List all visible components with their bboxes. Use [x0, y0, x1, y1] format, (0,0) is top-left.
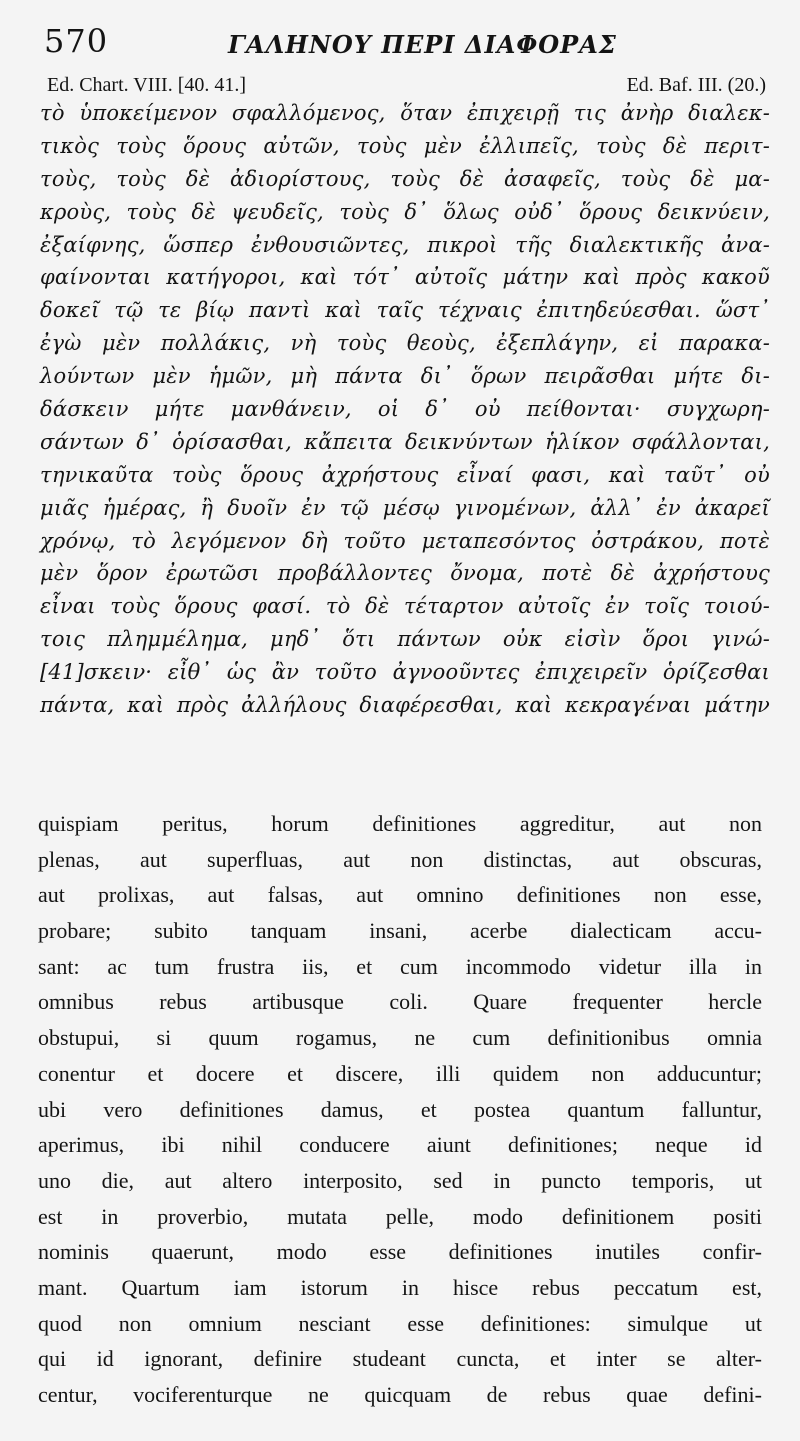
greek-text-line: μὲν ὅρον ἐρωτῶσι προβάλλοντες ὄνομα, ποτὲ δὲ ἀχρήστους	[40, 561, 770, 586]
page-number: 570	[44, 22, 109, 60]
edition-reference-left: Ed. Chart. VIII. [40. 41.]	[47, 74, 247, 96]
greek-text-line: δάσκειν μήτε μανθάνειν, οἱ δ᾽ οὐ πείθονται· συγχωρη-	[40, 397, 770, 422]
greek-text-line: τοὺς, τοὺς δὲ ἀδιορίστους, τοὺς δὲ ἀσαφεῖς, τοὺς δὲ μα-	[40, 166, 770, 191]
latin-text-line: aut prolixas, aut falsas, aut omnino definitiones non esse,	[38, 882, 762, 908]
greek-text-line: χρόνῳ, τὸ λεγόμενον δὴ τοῦτο μεταπεσόντος ὀστράκου, ποτὲ	[40, 528, 770, 553]
greek-text-block	[40, 97, 770, 722]
latin-text-line: quod non omnium nesciant esse definitiones: simulque ut	[38, 1310, 762, 1336]
latin-text-line: quispiam peritus, horum definitiones aggreditur, aut non	[38, 811, 762, 836]
greek-text-line: τὸ ὑποκείμενον σφαλλόμενος, ὅταν ἐπιχειρῇ τις ἀνὴρ διαλεκ-	[40, 101, 770, 125]
latin-text-line: centur, vociferenturque ne quicquam de rebus quae defini-	[38, 1382, 762, 1407]
edition-reference-right: Ed. Baf. III. (20.)	[626, 74, 766, 96]
greek-text-line: τηνικαῦτα τοὺς ὅρους ἀχρήστους εἶναί φασι, καὶ ταῦτ᾽ οὐ	[40, 462, 770, 487]
greek-text-line: πάντα, καὶ πρὸς ἀλλήλους διαφέρεσθαι, καὶ κεκραγέναι μάτην	[40, 693, 770, 718]
latin-text-line: mant. Quartum iam istorum in hisce rebus peccatum est,	[38, 1274, 762, 1300]
latin-text-line: probare; subito tanquam insani, acerbe dialecticam accu-	[38, 918, 762, 944]
greek-text-line: φαίνονται κατήγοροι, καὶ τότ᾽ αὐτοῖς μάτην καὶ πρὸς κακοῦ	[40, 265, 770, 290]
latin-text-line: obstupui, si quum rogamus, ne cum definitionibus omnia	[38, 1025, 762, 1051]
greek-text-line: εἶναι τοὺς ὅρους φασί. τὸ δὲ τέταρτον αὐτοῖς ἐν τοῖς τοιού-	[40, 594, 770, 619]
latin-text-line: uno die, aut altero interposito, sed in puncto temporis, ut	[38, 1167, 762, 1193]
greek-text-line: ἐξαίφνης, ὥσπερ ἐνθουσιῶντες, πικροὶ τῆς διαλεκτικῆς ἀνα-	[40, 232, 770, 257]
greek-text-line: λούντων μὲν ἡμῶν, μὴ πάντα δι᾽ ὅρων πειρᾶσθαι μήτε δι-	[40, 364, 770, 389]
latin-text-line: conentur et docere et discere, illi quidem non adducuntur;	[38, 1060, 762, 1086]
latin-text-line: plenas, aut superfluas, aut non distinctas, aut obscuras,	[38, 846, 762, 872]
greek-text-line: τοις πλημμέλημα, μηδ᾽ ὅτι πάντων οὐκ εἰσὶν ὅροι γινώ-	[40, 627, 770, 652]
latin-text-line: nominis quaerunt, modo esse definitiones inutiles confir-	[38, 1239, 762, 1265]
greek-text-line: τικὸς τοὺς ὅρους αὐτῶν, τοὺς μὲν ἐλλιπεῖς, τοὺς δὲ περιτ-	[40, 133, 770, 158]
running-title: ΓΑΛΗΝΟΥ ΠΕΡΙ ΔΙΑΦΟΡΑΣ	[228, 30, 617, 59]
latin-text-block	[38, 806, 762, 1413]
page-header	[0, 0, 800, 110]
latin-text-line: est in proverbio, mutata pelle, modo definitionem positi	[38, 1203, 762, 1229]
latin-text-line: omnibus rebus artibusque coli. Quare frequenter hercle	[38, 989, 762, 1015]
greek-text-line: σάντων δ᾽ ὁρίσασθαι, κἄπειτα δεικνύντων ἡλίκον σφάλλονται,	[40, 429, 770, 454]
greek-text-line: ἐγὼ μὲν πολλάκις, νὴ τοὺς θεοὺς, ἐξεπλάγην, εἰ παρακα-	[40, 331, 770, 356]
greek-text-line: μιᾶς ἡμέρας, ἢ δυοῖν ἐν τῷ μέσῳ γινομένων, ἀλλ᾽ ἐν ἀκαρεῖ	[40, 495, 770, 520]
latin-text-line: qui id ignorant, definire studeant cuncta, et inter se alter-	[38, 1346, 762, 1372]
latin-text-line: ubi vero definitiones damus, et postea quantum falluntur,	[38, 1096, 762, 1122]
latin-text-line: aperimus, ibi nihil conducere aiunt definitiones; neque id	[38, 1132, 762, 1158]
greek-text-line: κροὺς, τοὺς δὲ ψευδεῖς, τοὺς δ᾽ ὅλως οὐδ᾽ ὅρους δεικνύειν,	[40, 199, 770, 224]
latin-text-line: sant: ac tum frustra iis, et cum incommodo videtur illa in	[38, 953, 762, 979]
greek-text-line: δοκεῖ τῷ τε βίῳ παντὶ καὶ ταῖς τέχναις ἐπιτηδεύεσθαι. ὥστ᾽	[40, 298, 770, 323]
greek-text-line: [41]σκειν· εἶθ᾽ ὡς ἂν τοῦτο ἀγνοοῦντες ἐπιχειρεῖν ὁρίζεσθαι	[40, 660, 770, 685]
